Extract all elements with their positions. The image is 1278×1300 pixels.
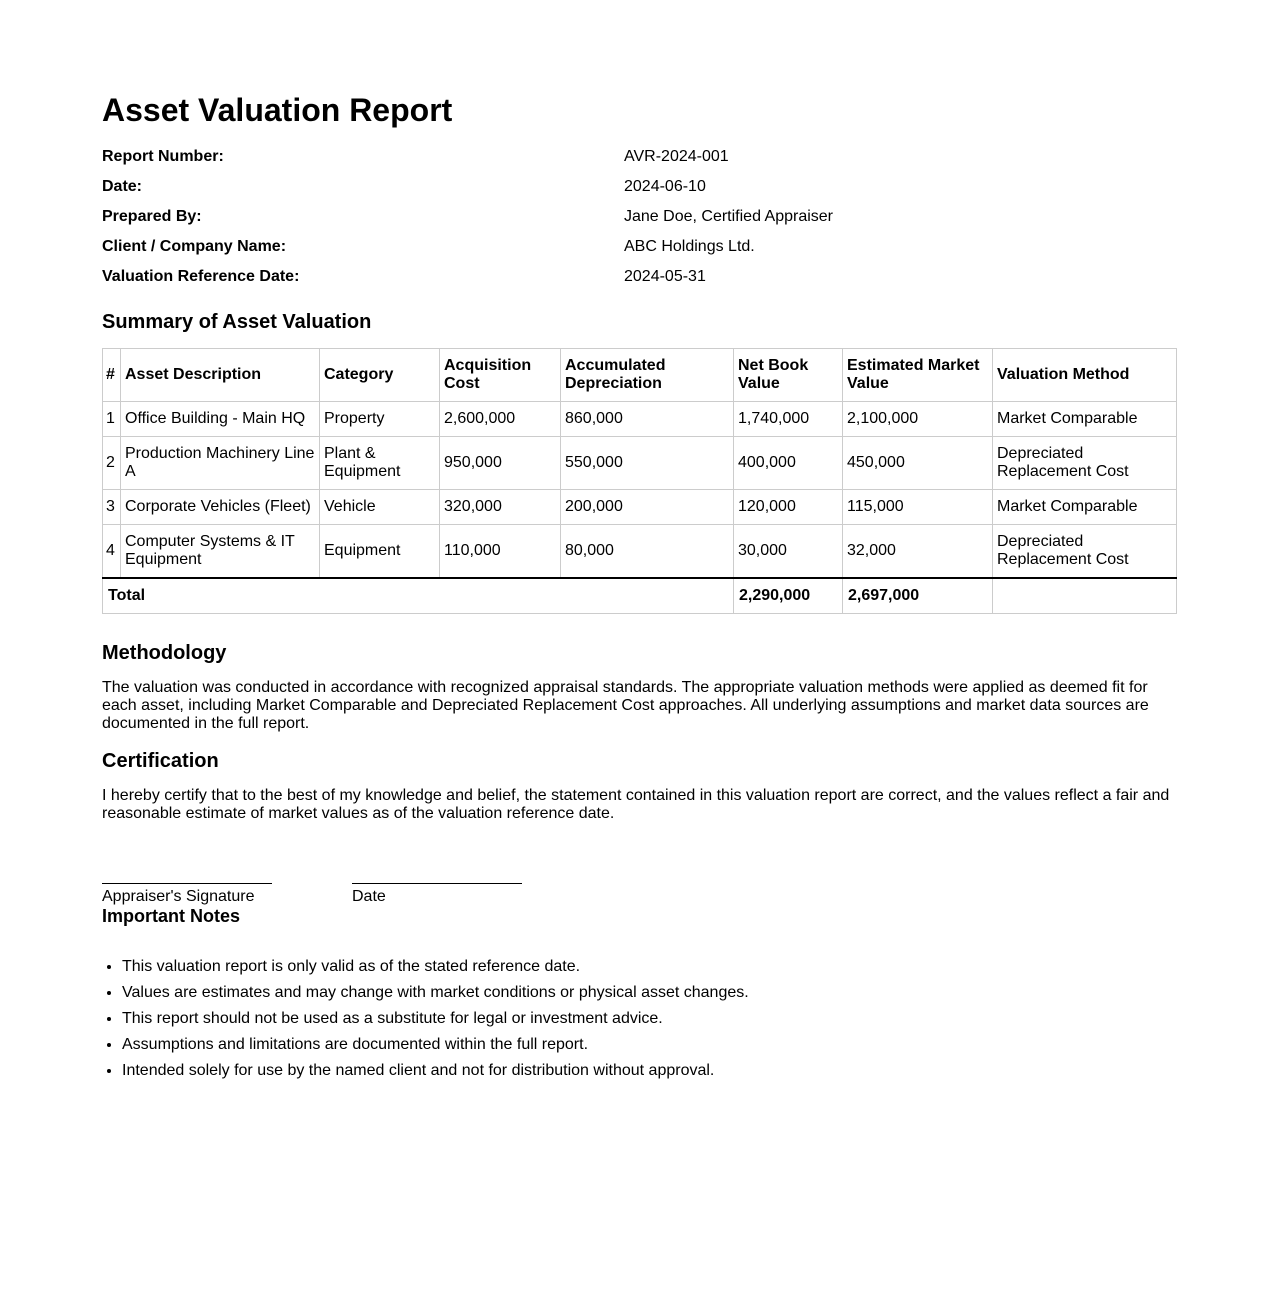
table-total-row bbox=[103, 578, 1177, 614]
meta-label: Date: bbox=[102, 178, 143, 195]
table-cell: Computer Systems & IT Equipment bbox=[121, 525, 320, 579]
table-cell: 80,000 bbox=[561, 525, 734, 579]
meta-row-prepared-by bbox=[102, 208, 1176, 238]
signature-area bbox=[102, 875, 1176, 906]
meta-value: 2024-05-31 bbox=[624, 268, 706, 285]
methodology-section bbox=[102, 641, 1176, 733]
table-cell: Market Comparable bbox=[993, 490, 1177, 525]
table-cell: 1 bbox=[103, 402, 121, 437]
table-cell: 400,000 bbox=[734, 437, 843, 490]
meta-label: Report Number: bbox=[102, 148, 224, 165]
certification-text: I hereby certify that to the best of my knowledge and belief, the statement contained in this valuation report are correct, and the values reflect a fair and reasonable estimate of market values as of the valuation reference date. bbox=[102, 787, 1170, 822]
report-meta bbox=[102, 148, 1176, 298]
table-row bbox=[103, 490, 1177, 525]
meta-row-report-number bbox=[102, 148, 1176, 178]
methodology-heading: Methodology bbox=[102, 642, 227, 664]
date-label: Date bbox=[352, 888, 386, 905]
column-header: Category bbox=[320, 349, 440, 402]
table-cell: Depreciated Replacement Cost bbox=[993, 437, 1177, 490]
table-cell: Market Comparable bbox=[993, 402, 1177, 437]
table-cell: 1,740,000 bbox=[734, 402, 843, 437]
notes-heading: Important Notes bbox=[102, 906, 241, 926]
list-item: • Values are estimates and may change with market conditions or physical asset changes. bbox=[122, 984, 1176, 1010]
table-cell: 2,100,000 bbox=[843, 402, 993, 437]
notes-section bbox=[102, 906, 1176, 1088]
column-header: # bbox=[103, 349, 121, 402]
table-cell: 2,600,000 bbox=[440, 402, 561, 437]
meta-value: Jane Doe, Certified Appraiser bbox=[624, 208, 833, 225]
table-cell: Plant & Equipment bbox=[320, 437, 440, 490]
table-cell: 2 bbox=[103, 437, 121, 490]
meta-value: ABC Holdings Ltd. bbox=[624, 238, 755, 255]
certification-section bbox=[102, 749, 1176, 906]
table-cell: 4 bbox=[103, 525, 121, 579]
table-cell: Vehicle bbox=[320, 490, 440, 525]
table-cell: Corporate Vehicles (Fleet) bbox=[121, 490, 320, 525]
table-cell: Depreciated Replacement Cost bbox=[993, 525, 1177, 579]
column-header: Acquisition Cost bbox=[440, 349, 561, 402]
list-item: • Intended solely for use by the named client and not for distribution without approval. bbox=[122, 1062, 1176, 1088]
signature-label: Appraiser's Signature bbox=[102, 888, 255, 905]
meta-label: Client / Company Name: bbox=[102, 238, 287, 255]
signature-block bbox=[102, 875, 272, 906]
total-net-book-value: 2,290,000 bbox=[734, 578, 843, 614]
meta-value: 2024-06-10 bbox=[624, 178, 706, 195]
table-cell: Equipment bbox=[320, 525, 440, 579]
certification-heading: Certification bbox=[102, 750, 219, 772]
table-cell: 115,000 bbox=[843, 490, 993, 525]
table-cell: 110,000 bbox=[440, 525, 561, 579]
meta-row-reference-date bbox=[102, 268, 1176, 298]
list-item: • Assumptions and limitations are documented within the full report. bbox=[122, 1036, 1176, 1062]
summary-heading: Summary of Asset Valuation bbox=[102, 311, 372, 333]
report-page bbox=[102, 0, 1176, 1088]
table-cell: 860,000 bbox=[561, 402, 734, 437]
table-row bbox=[103, 402, 1177, 437]
table-cell: 550,000 bbox=[561, 437, 734, 490]
total-method bbox=[993, 578, 1177, 614]
table-cell: 30,000 bbox=[734, 525, 843, 579]
meta-row-date bbox=[102, 178, 1176, 208]
meta-label: Prepared By: bbox=[102, 208, 202, 225]
total-label: Total bbox=[103, 578, 734, 614]
table-cell: Property bbox=[320, 402, 440, 437]
column-header: Net Book Value bbox=[734, 349, 843, 402]
column-header: Accumulated Depreciation bbox=[561, 349, 734, 402]
table-cell: 32,000 bbox=[843, 525, 993, 579]
table-cell: 320,000 bbox=[440, 490, 561, 525]
table-row bbox=[103, 437, 1177, 490]
table-cell: 200,000 bbox=[561, 490, 734, 525]
table-row bbox=[103, 525, 1177, 579]
table-cell: 120,000 bbox=[734, 490, 843, 525]
notes-list bbox=[102, 958, 1176, 1088]
column-header: Estimated Market Value bbox=[843, 349, 993, 402]
table-cell: 950,000 bbox=[440, 437, 561, 490]
report-title: Asset Valuation Report bbox=[102, 92, 453, 128]
table-cell: 3 bbox=[103, 490, 121, 525]
table-cell: Office Building - Main HQ bbox=[121, 402, 320, 437]
list-item: • This valuation report is only valid as of the stated reference date. bbox=[122, 958, 1176, 984]
asset-table bbox=[102, 348, 1177, 614]
summary-section bbox=[102, 310, 1176, 614]
column-header: Asset Description bbox=[121, 349, 320, 402]
column-header: Valuation Method bbox=[993, 349, 1177, 402]
list-item: • This report should not be used as a substitute for legal or investment advice. bbox=[122, 1010, 1176, 1036]
table-cell: Production Machinery Line A bbox=[121, 437, 320, 490]
methodology-text: The valuation was conducted in accordance with recognized appraisal standards. The appropriate valuation methods were applied as deemed fit for each asset, including Market Comparable and Depreciated Replacement Cost approaches. All underlying assumptions and market data sources are documented in the full report. bbox=[102, 679, 1149, 732]
meta-row-client bbox=[102, 238, 1176, 268]
meta-value: AVR-2024-001 bbox=[624, 148, 729, 165]
table-cell: 450,000 bbox=[843, 437, 993, 490]
total-market-value: 2,697,000 bbox=[843, 578, 993, 614]
meta-label: Valuation Reference Date: bbox=[102, 268, 300, 285]
table-header-row bbox=[103, 349, 1177, 402]
date-block bbox=[352, 875, 522, 906]
